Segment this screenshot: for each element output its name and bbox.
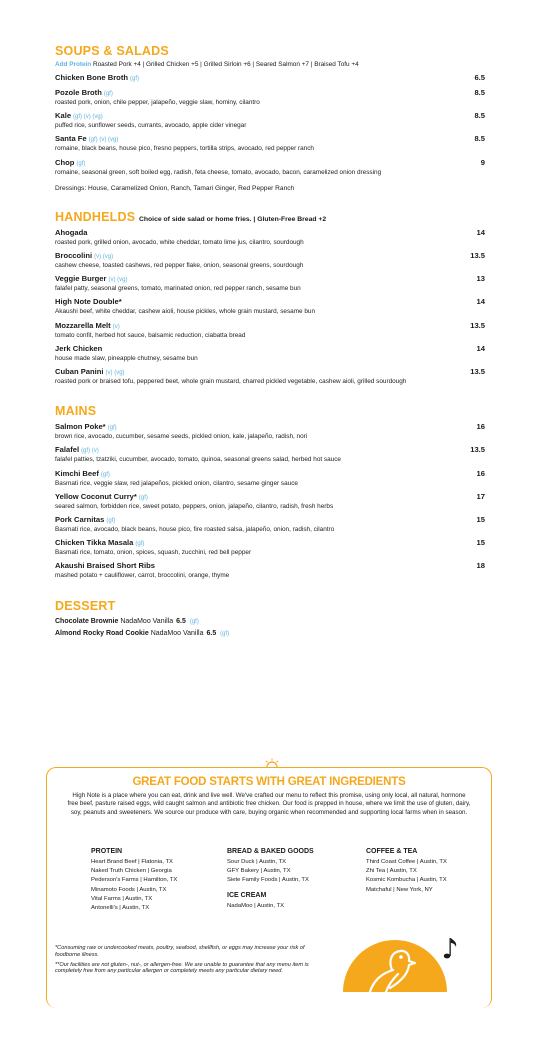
item-price: 16 (476, 422, 485, 432)
item-price: 13.5 (470, 445, 485, 455)
mains-title: MAINS (55, 404, 97, 419)
handhelds-title: HANDHELDS (55, 209, 136, 224)
item-price: 13.5 (470, 251, 485, 261)
menu-item (55, 158, 485, 177)
item-tags: (gf) (103, 91, 113, 97)
supplier-item: Sour Duck | Austin, TX (227, 859, 287, 865)
item-name (55, 367, 485, 378)
item-tags: (gf) (138, 494, 148, 501)
item-title: Salmon Poke* (55, 422, 106, 432)
footnote-allergen: **Our facilities are not gluten-, nut-, or allergen-free. We are unable to guarantee that any menu item is completely free from any particular allergen or completely meets any particular dietary need. (55, 961, 309, 975)
item-price: 15 (476, 538, 485, 548)
item-title: Kale (55, 111, 72, 121)
item-price: 8.5 (474, 134, 485, 144)
supplier-item: Vital Farms | Austin, TX (91, 895, 153, 902)
menu-item (55, 469, 485, 488)
item-price: 13.5 (470, 367, 485, 377)
item-tags: (gf) (v) (81, 448, 99, 455)
dessert-with: NadaMoo Vanilla (150, 629, 204, 637)
supplier-item: Antonelli's | Austin, TX (91, 905, 150, 912)
item-description: puffed rice, sunflower seeds, currants, avocado, apple cider vinegar (55, 122, 247, 130)
item-title: Cuban Panini (55, 367, 104, 377)
item-description: falafel patties, tzatziki, cucumber, avocado, tomato, quinoa, seasonal greens salad, herbed hot sauce (55, 456, 341, 464)
item-description: roasted pork, onion, chile pepper, jalapeño, veggie slaw, hominy, cilantro (55, 99, 260, 106)
mains-list (55, 422, 485, 580)
menu-item (55, 492, 485, 511)
item-description: Basmati rice, avocado, black beans, house pico, fire roasted salsa, jalapeño, onion, radish, cilantro (55, 526, 335, 534)
item-name (55, 344, 485, 355)
ingredients-text: High Note is a place where you can eat, drink and live well. We've crafted our menu to reflect this promise, using only local, all natural, hormone free beef, pasture raised eggs, wild caught salmon and antibiotic free chicken. Our food is prepped in house, where we limit the use of gluten, dairy, soy, peanuts and sweeteners. We source our produce with care, buying organic when recommended and supporting local farms when in season. (67, 792, 471, 816)
icecream-heading: ICE CREAM (227, 891, 267, 899)
protein-heading: PROTEIN (91, 848, 123, 855)
dessert-title: DESSERT (55, 598, 116, 613)
menu-item (55, 367, 485, 386)
item-description: tomato confit, herbed hot sauce, balsamic reduction, ciabatta bread (55, 331, 246, 339)
item-name (55, 469, 485, 480)
menu-page (55, 44, 485, 640)
supplier-item: Minamoto Foods | Austin, TX (91, 886, 167, 893)
item-name (55, 492, 485, 503)
add-protein-label: Add Protein (55, 61, 92, 68)
item-description: cashew cheese, toasted cashews, red pepper flake, onion, seasonal greens, sourdough (55, 262, 304, 270)
item-title: Jerk Chicken (55, 343, 103, 353)
item-tags: (gf) (100, 471, 110, 478)
soups-list (55, 73, 485, 177)
dessert-item (55, 628, 485, 640)
supplier-item: Siete Family Foods | Austin, TX (227, 877, 309, 884)
dessert-price: 6.5 (176, 617, 186, 625)
item-tags: (gf) (107, 425, 117, 432)
item-title: Santa Fe (55, 134, 87, 144)
add-protein-options: Roasted Pork +4 | Grilled Chicken +5 | Grilled Sirloin +6 | Seared Salmon +7 | Braised Tofu +4 (93, 61, 359, 68)
supplier-item: NadaMoo | Austin, TX (227, 902, 285, 909)
item-name (55, 73, 485, 84)
item-tags: (v) (112, 323, 120, 330)
menu-item (55, 515, 485, 534)
item-name (55, 445, 485, 456)
add-protein-line (55, 60, 485, 69)
menu-item (55, 134, 485, 153)
handhelds-list (55, 228, 485, 386)
menu-item (55, 445, 485, 464)
item-title: Ahogada (55, 227, 88, 237)
menu-item (55, 344, 485, 363)
dressings-line: Dressings: House, Caramelized Onion, Ranch, Tamari Ginger, Red Pepper Ranch (55, 184, 295, 192)
bird-logo-icon (340, 930, 470, 992)
coffee-list (366, 858, 496, 895)
item-name (55, 274, 485, 285)
handhelds-section (55, 210, 485, 386)
item-name (55, 111, 485, 122)
bread-column (227, 848, 357, 911)
coffee-column (366, 848, 496, 895)
supplier-item: Pederson's Farms | Hamilton, TX (91, 877, 178, 884)
item-title: Broccolini (55, 251, 93, 261)
dessert-list (55, 616, 485, 640)
item-title: Chicken Tikka Masala (55, 538, 134, 548)
footnote-raw: *Consuming raw or undercooked meats, poultry, seafood, shellfish, or eggs may increase your risk of foodborne illness. (55, 945, 305, 958)
item-description: roasted pork, grilled onion, avocado, white cheddar, tomato lime jus, cilantro, sourdough (55, 238, 304, 246)
item-name (55, 251, 485, 262)
dessert-with: NadaMoo Vanilla (120, 617, 174, 625)
item-description: falafel patty, seasonal greens, tomato, marinated onion, red pepper ranch, sesame bun (55, 285, 301, 293)
item-description: romaine, seasonal green, soft boiled egg, radish, feta cheese, tomato, avocado, bacon, caramelized onion dressing (55, 168, 382, 176)
item-description: roasted pork or braised tofu, peppered beet, whole grain mustard, charred pickled vegetable, cashew aioli, grilled sourdough (55, 378, 407, 386)
item-description: romaine, black beans, house pico, fresno peppers, tortilla strips, avocado, red pepper ranch (55, 145, 314, 153)
item-tags: (v) (vg) (105, 370, 125, 377)
item-price: 13.5 (470, 320, 485, 330)
item-description: Akaushi beef, white cheddar, cashew aioli, house pickles, whole grain mustard, sesame bun (55, 308, 316, 316)
menu-item (55, 228, 485, 247)
item-name (55, 134, 485, 145)
item-price: 8.5 (474, 88, 485, 97)
soups-title: SOUPS & SALADS (55, 44, 169, 58)
item-title: Akaushi Braised Short Ribs (55, 561, 156, 571)
item-tags: (gf) (v) (vg) (73, 114, 103, 121)
item-title: Kimchi Beef (55, 468, 99, 478)
item-tags: (gf) (v) (vg) (88, 137, 119, 144)
item-price: 8.5 (474, 111, 485, 121)
item-title: Veggie Burger (55, 274, 107, 284)
dessert-item (55, 616, 485, 628)
menu-item (55, 297, 485, 316)
item-name (55, 297, 485, 308)
item-title: Falafel (55, 445, 80, 455)
item-tags: (gf) (130, 76, 139, 82)
supplier-item: Matchaful | New York, NY (366, 886, 433, 893)
supplier-item: GFY Bakery | Austin, TX (227, 868, 291, 875)
menu-item (55, 88, 485, 107)
item-tags: (gf) (135, 541, 145, 548)
supplier-item: Zhi Tea | Austin, TX (366, 868, 417, 875)
item-description: house made slaw, pineapple chutney, sesame bun (55, 354, 198, 362)
item-name (55, 515, 485, 526)
item-tags: (v) (vg) (108, 277, 128, 284)
supplier-item: Third Coast Coffee | Austin, TX (366, 859, 447, 865)
item-title: High Note Double* (55, 297, 122, 307)
menu-item (55, 422, 485, 441)
item-title: Chop (55, 157, 75, 167)
item-description: brown rice, avocado, cucumber, sesame seeds, pickled onion, kale, jalapeño, radish, nori (55, 433, 308, 441)
item-price: 17 (476, 491, 485, 501)
soups-section (55, 44, 485, 192)
item-tags: (gf) (106, 518, 116, 525)
ingredients-title: GREAT FOOD STARTS WITH GREAT INGREDIENTS (132, 776, 406, 788)
item-title: Pork Carnitas (55, 515, 105, 525)
footnotes (55, 945, 315, 978)
item-title: Chicken Bone Broth (55, 73, 128, 82)
menu-item (55, 251, 485, 270)
menu-item (55, 111, 485, 130)
item-name (55, 422, 485, 433)
menu-item (55, 274, 485, 293)
dessert-name: Chocolate Brownie (55, 617, 119, 625)
handhelds-header (55, 210, 485, 224)
item-price: 15 (476, 515, 485, 525)
item-price: 9 (480, 157, 485, 167)
item-price: 6.5 (474, 73, 485, 82)
dessert-tags: (gf) (220, 630, 230, 637)
item-price: 13 (476, 274, 485, 284)
item-description: Basmati rice, tomato, onion, spices, squash, zucchini, red bell pepper (55, 549, 252, 557)
dessert-name: Almond Rocky Road Cookie (55, 629, 149, 637)
item-tags: (v) (vg) (94, 254, 114, 261)
item-name (55, 228, 485, 239)
item-name (55, 321, 485, 332)
coffee-heading: COFFEE & TEA (366, 848, 418, 855)
handhelds-note: Choice of side salad or home fries. | Gluten-Free Bread +2 (138, 215, 327, 223)
supplier-item: Heart Brand Beef | Flatonia, TX (91, 859, 173, 865)
menu-item (55, 561, 485, 580)
menu-item (55, 321, 485, 340)
item-description: mashed potato + cauliflower, carrot, broccolini, orange, thyme (55, 572, 230, 580)
supplier-item: Kosmic Kombucha | Austin, TX (366, 877, 447, 884)
item-title: Pozole Broth (55, 88, 102, 97)
dessert-section (55, 599, 485, 640)
item-title: Yellow Coconut Curry* (55, 491, 137, 501)
dessert-tags: (gf) (189, 618, 199, 625)
item-title: Mozzarella Melt (55, 320, 111, 330)
menu-item (55, 73, 485, 84)
mains-section (55, 404, 485, 580)
bread-list (227, 858, 357, 886)
item-tags: (gf) (76, 160, 86, 167)
item-price: 14 (476, 343, 485, 353)
item-price: 14 (476, 227, 485, 237)
supplier-item: Naked Truth Chicken | Georgia (91, 868, 172, 875)
item-name (55, 158, 485, 169)
menu-item (55, 538, 485, 557)
icecream-list (227, 902, 357, 911)
item-price: 18 (476, 561, 485, 571)
item-name (55, 538, 485, 549)
item-description: Basmati rice, veggie slaw, red jalapeños, pickled onion, cilantro, sesame ginger sauce (55, 479, 298, 487)
bread-heading: BREAD & BAKED GOODS (227, 848, 314, 855)
protein-list (91, 858, 221, 913)
dessert-price: 6.5 (206, 629, 217, 637)
item-description: seared salmon, forbidden rice, sweet potato, peppers, onion, jalapeño, cilantro, radish, fresh herbs (55, 502, 334, 510)
item-name (55, 88, 485, 99)
protein-column (91, 848, 221, 913)
item-price: 16 (476, 468, 485, 478)
item-price: 14 (476, 297, 485, 307)
item-name (55, 561, 485, 572)
music-note-icon (444, 938, 456, 958)
